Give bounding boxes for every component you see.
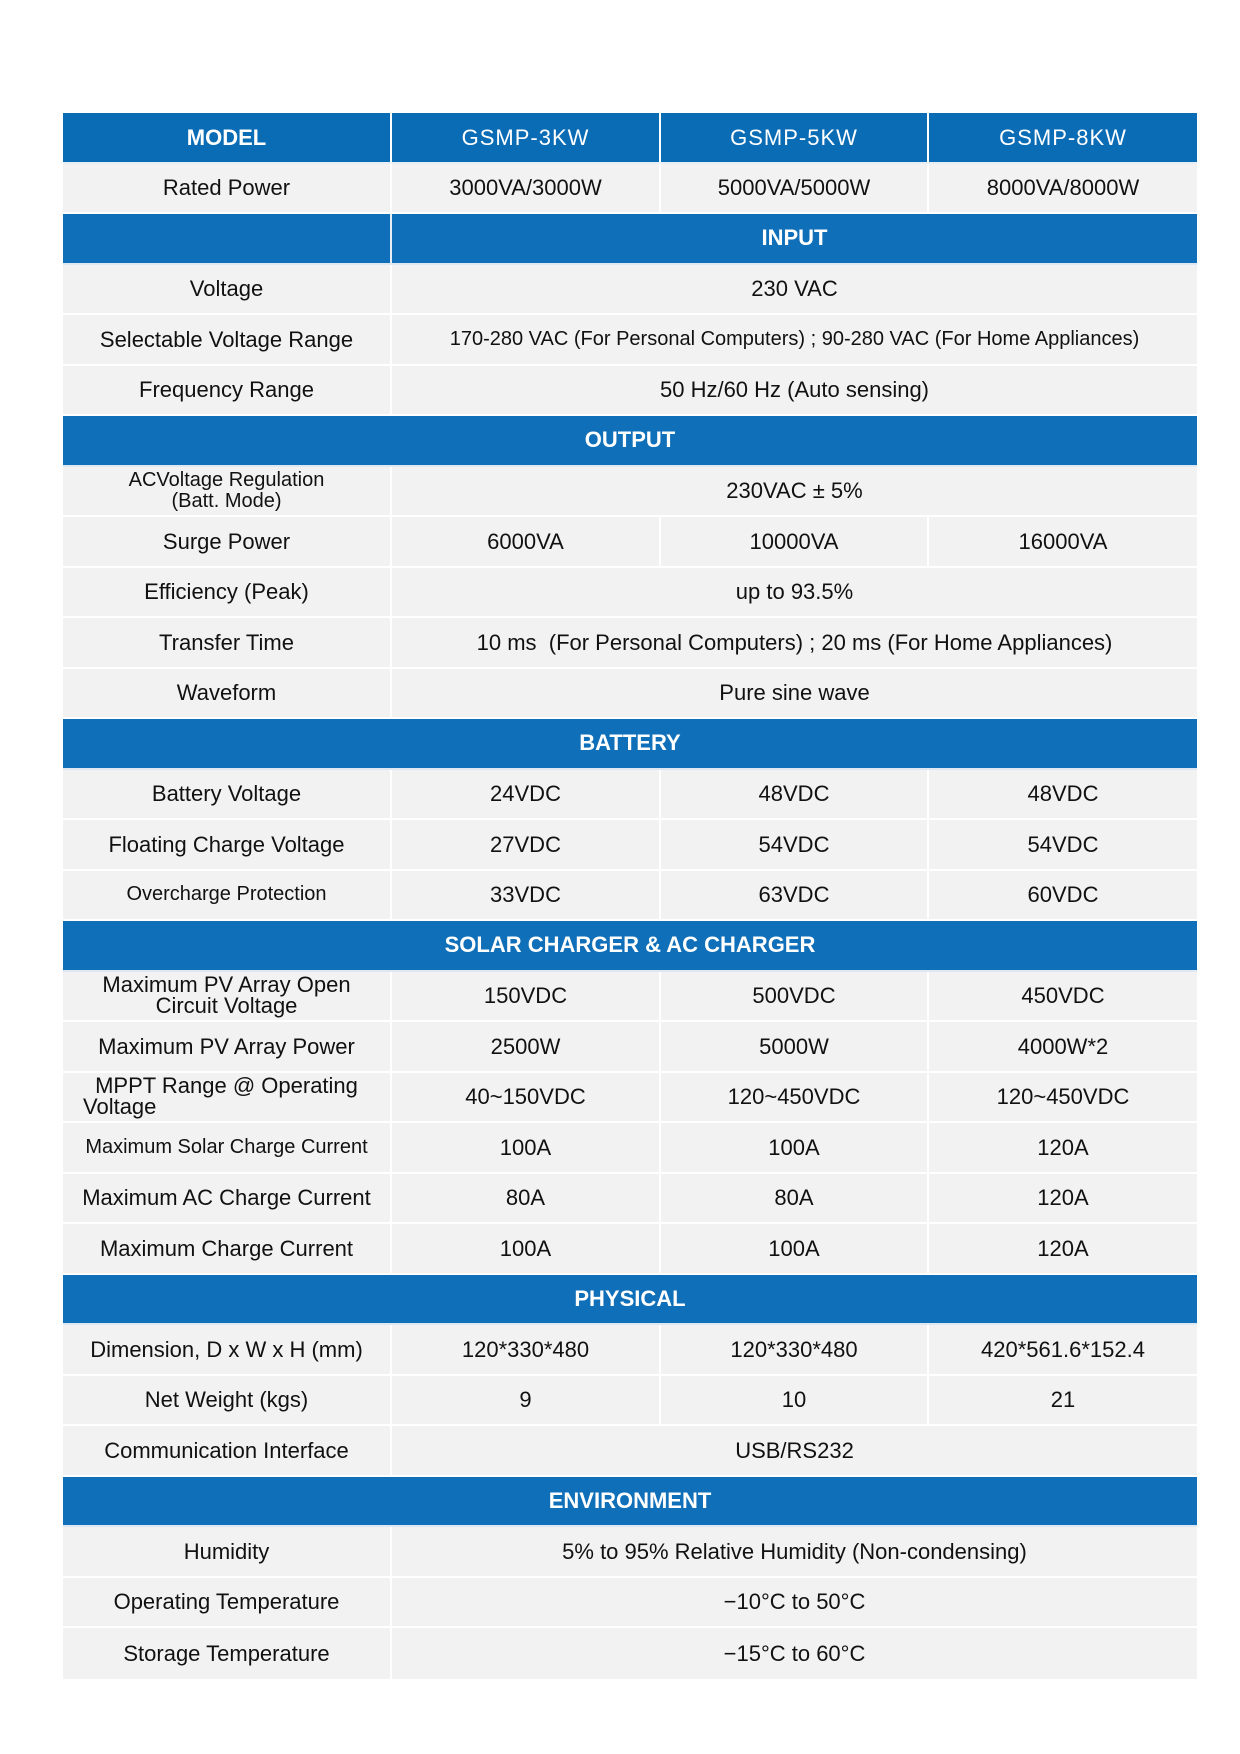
section-header-physical [63, 1275, 1197, 1326]
cell-value: 120*330*480 [392, 1325, 661, 1376]
table-row [63, 1224, 1197, 1275]
model-label: MODEL [63, 113, 392, 164]
row-label: Transfer Time [63, 618, 392, 669]
cell-value: 8000VA/8000W [929, 164, 1197, 215]
cell-value: 27VDC [392, 820, 661, 871]
table-row [63, 820, 1197, 871]
table-row [63, 467, 1197, 518]
table-row [63, 871, 1197, 922]
row-label [63, 467, 392, 518]
row-label: Efficiency (Peak) [63, 568, 392, 619]
cell-value: 500VDC [661, 972, 929, 1023]
cell-value: 80A [661, 1174, 929, 1225]
cell-value: 9 [392, 1376, 661, 1427]
cell-value: 100A [392, 1123, 661, 1174]
section-title: BATTERY [579, 730, 681, 756]
cell-value: Pure sine wave [392, 669, 1197, 720]
row-label: Floating Charge Voltage [63, 820, 392, 871]
row-label: Dimension, D x W x H (mm) [63, 1325, 392, 1376]
cell-value: 16000VA [929, 517, 1197, 568]
cell-value: 230VAC ± 5% [392, 467, 1197, 518]
model-5kw: GSMP-5KW [661, 113, 929, 164]
table-row [63, 1527, 1197, 1578]
table-row [63, 1426, 1197, 1477]
table-row [63, 1123, 1197, 1174]
row-label: Maximum PV Array Power [63, 1022, 392, 1073]
row-label-line1: MPPT Range @ Operating [95, 1072, 358, 1098]
cell-value: 120~450VDC [929, 1073, 1197, 1124]
row-label-line2: Voltage [83, 1093, 157, 1119]
cell-value: 170-280 VAC (For Personal Computers) ; 90-280 VAC (For Home Appliances) [392, 315, 1197, 366]
section-header-input [63, 214, 1197, 265]
table-row [63, 265, 1197, 316]
section-title: OUTPUT [584, 427, 676, 453]
table-row [63, 1073, 1197, 1124]
cell-value: −15°C to 60°C [392, 1628, 1197, 1679]
cell-value: 230 VAC [392, 265, 1197, 316]
row-label: Net Weight (kgs) [63, 1376, 392, 1427]
table-row [63, 315, 1197, 366]
table-row [63, 1628, 1197, 1679]
cell-value: 120A [929, 1123, 1197, 1174]
cell-value: 54VDC [661, 820, 929, 871]
cell-value: 120*330*480 [661, 1325, 929, 1376]
row-label: Maximum Solar Charge Current [63, 1123, 392, 1174]
section-header-charger [63, 921, 1197, 972]
cell-value: 63VDC [661, 871, 929, 922]
row-label: Waveform [63, 669, 392, 720]
cell-value: −10°C to 50°C [392, 1578, 1197, 1629]
cell-value: 5% to 95% Relative Humidity (Non-condensing) [392, 1527, 1197, 1578]
table-row [63, 517, 1197, 568]
spec-table [63, 113, 1197, 1679]
cell-value: 33VDC [392, 871, 661, 922]
row-label: Battery Voltage [63, 770, 392, 821]
section-header-output [63, 416, 1197, 467]
table-row [63, 164, 1197, 215]
table-row [63, 618, 1197, 669]
cell-value: up to 93.5% [392, 568, 1197, 619]
table-row [63, 770, 1197, 821]
cell-value: 5000VA/5000W [661, 164, 929, 215]
row-label [63, 1073, 392, 1124]
section-header-battery [63, 719, 1197, 770]
cell-value: 6000VA [392, 517, 661, 568]
cell-value: 24VDC [392, 770, 661, 821]
cell-value: 120A [929, 1224, 1197, 1275]
section-title: INPUT [761, 225, 828, 251]
row-label-line1: ACVoltage Regulation [128, 468, 325, 491]
table-row [63, 1376, 1197, 1427]
row-label-line2: Circuit Voltage [155, 992, 298, 1018]
table-row [63, 669, 1197, 720]
row-label: Frequency Range [63, 366, 392, 417]
row-label: Surge Power [63, 517, 392, 568]
row-label-line1: Maximum PV Array Open [102, 971, 351, 997]
row-label: Storage Temperature [63, 1628, 392, 1679]
table-row [63, 1325, 1197, 1376]
row-label: Communication Interface [63, 1426, 392, 1477]
cell-value: 450VDC [929, 972, 1197, 1023]
row-label: Maximum AC Charge Current [63, 1174, 392, 1225]
section-title: SOLAR CHARGER & AC CHARGER [444, 932, 816, 958]
cell-value: 10000VA [661, 517, 929, 568]
section-header-environment [63, 1477, 1197, 1528]
row-label: Selectable Voltage Range [63, 315, 392, 366]
cell-value: 10 [661, 1376, 929, 1427]
row-label: Rated Power [63, 164, 392, 215]
table-row [63, 1174, 1197, 1225]
cell-value: 2500W [392, 1022, 661, 1073]
cell-value: 420*561.6*152.4 [929, 1325, 1197, 1376]
cell-value: 50 Hz/60 Hz (Auto sensing) [392, 366, 1197, 417]
cell-value: 100A [661, 1123, 929, 1174]
row-label: Voltage [63, 265, 392, 316]
row-label: Humidity [63, 1527, 392, 1578]
cell-value: 80A [392, 1174, 661, 1225]
row-label-line2: (Batt. Mode) [171, 489, 282, 512]
cell-value: 10 ms (For Personal Computers) ; 20 ms (For Home Appliances) [392, 618, 1197, 669]
table-row [63, 1578, 1197, 1629]
model-8kw: GSMP-8KW [929, 113, 1197, 164]
section-title: PHYSICAL [574, 1285, 686, 1311]
cell-value: 48VDC [661, 770, 929, 821]
cell-value: 40~150VDC [392, 1073, 661, 1124]
table-row [63, 568, 1197, 619]
cell-value: 48VDC [929, 770, 1197, 821]
cell-value: 120~450VDC [661, 1073, 929, 1124]
cell-value: 60VDC [929, 871, 1197, 922]
cell-value: 100A [661, 1224, 929, 1275]
model-header-row [63, 113, 1197, 164]
table-row [63, 972, 1197, 1023]
section-title: ENVIRONMENT [548, 1487, 712, 1513]
row-label: Operating Temperature [63, 1578, 392, 1629]
row-label [63, 972, 392, 1023]
model-3kw: GSMP-3KW [392, 113, 661, 164]
cell-value: 150VDC [392, 972, 661, 1023]
table-row [63, 1022, 1197, 1073]
row-label: Maximum Charge Current [63, 1224, 392, 1275]
cell-value: 4000W*2 [929, 1022, 1197, 1073]
table-row [63, 366, 1197, 417]
cell-value: 54VDC [929, 820, 1197, 871]
cell-value: 21 [929, 1376, 1197, 1427]
cell-value: 3000VA/3000W [392, 164, 661, 215]
row-label: Overcharge Protection [63, 871, 392, 922]
cell-value: USB/RS232 [392, 1426, 1197, 1477]
cell-value: 5000W [661, 1022, 929, 1073]
cell-value: 100A [392, 1224, 661, 1275]
section-blank [63, 214, 392, 263]
cell-value: 120A [929, 1174, 1197, 1225]
